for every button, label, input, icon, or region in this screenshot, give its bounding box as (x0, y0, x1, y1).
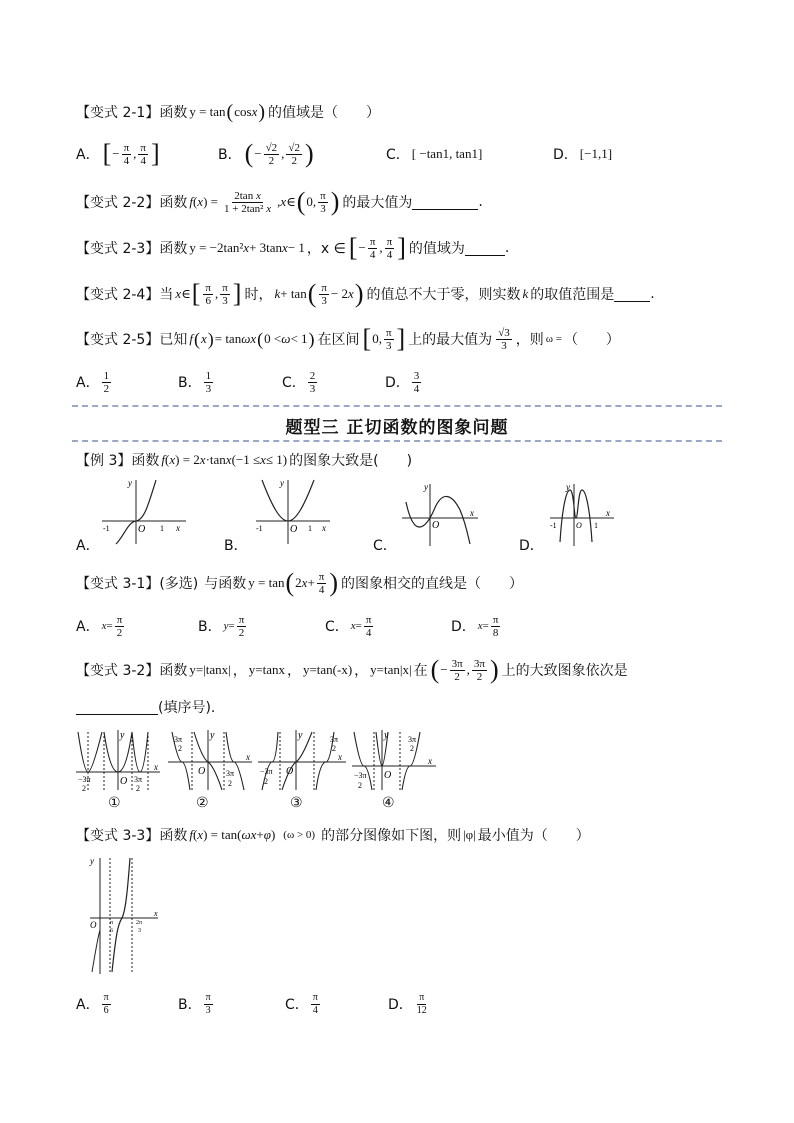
answer-blank[interactable] (465, 241, 505, 256)
svg-text:3π: 3π (174, 735, 183, 744)
graph-1 (76, 728, 162, 792)
svg-text:−3π: −3π (260, 767, 273, 776)
graph-2 (168, 728, 254, 792)
svg-text:O: O (120, 776, 128, 787)
graph-d-label[interactable]: D． (519, 538, 544, 554)
option-b[interactable]: B． y = $\frac{\pi}{2}$ (198, 613, 245, 639)
answer-blank[interactable] (412, 195, 478, 210)
svg-text:y: y (120, 730, 125, 741)
svg-text:1: 1 (308, 524, 312, 533)
svg-text:O: O (432, 520, 440, 531)
option-d[interactable]: D． x = $\frac{\pi}{8}$ (451, 613, 499, 639)
question-3-2: 【变式 3-2】 函数 y=|tanx| ， y=tanx ， y=tan(-x) ， y=tan|x| 在 ( − $\frac{3\pi}{2}$ , $\frac{3\pi}{2}$ ) 上的大致图象依次是 (76, 655, 628, 684)
svg-text:y: y (210, 730, 215, 741)
question-2-1: 【变式 2-1】 函数 y = tan ( cos x ) 的值域是（ ） (76, 101, 381, 123)
svg-text:y: y (424, 482, 428, 492)
math-expression: y = tan ( cos x ) (189, 101, 266, 123)
question-3-2-blank-line: (填序号). (76, 696, 215, 718)
svg-text:2: 2 (264, 777, 268, 786)
svg-text:y: y (298, 730, 303, 741)
question-tag: 【变式 3-3】 (76, 828, 160, 844)
svg-text:x: x (470, 508, 474, 518)
svg-text:−3π: −3π (354, 771, 367, 780)
svg-text:-1: -1 (256, 524, 263, 533)
divider (72, 405, 722, 407)
question-2-5: 【变式 2-5】 已知 f ( x ) = tan ωx ( 0 < ω < 1 ) 在区间 [ 0, $\frac{\pi}{3}$ ] 上的最大值为 $\frac{√3}{3}$ ，则 ω = （ ） (76, 324, 620, 353)
option-a[interactable]: A． [ − $\frac{\pi}{4}$ , $\frac{\pi}{4}$ ] (76, 139, 160, 168)
question-tag: 【变式 3-2】 (76, 663, 160, 679)
question-3-1: 【变式 3-1】 (多选) 与函数 y = tan ( 2 x + $\frac{\pi}{4}$ ) 的图象相交的直线是（ ） (76, 568, 524, 597)
svg-text:2: 2 (410, 744, 414, 753)
svg-text:O: O (138, 524, 146, 535)
option-b[interactable]: B． ( − $\frac{√2}{2}$ , $\frac{√2}{2}$ ) (218, 139, 314, 168)
svg-text:-1: -1 (550, 521, 557, 530)
svg-text:O: O (286, 766, 294, 777)
graph-b (252, 476, 332, 546)
question-3-3: 【变式 3-3】 函数 f ( x ) = tan( ωx + φ ) (ω > 0) 的部分图像如下图，则 |φ| 最小值为（ ） (76, 827, 590, 844)
graph-d (548, 480, 616, 548)
svg-text:-1: -1 (103, 524, 110, 533)
svg-text:x: x (428, 756, 432, 766)
graph-tan-partial (86, 854, 166, 976)
svg-text:y: y (280, 478, 284, 488)
svg-text:y: y (384, 730, 389, 741)
graph-b-label[interactable]: B． (224, 538, 248, 554)
svg-text:2: 2 (178, 744, 182, 753)
svg-text:π: π (110, 920, 114, 926)
question-tag: 【变式 2-4】 (76, 287, 160, 303)
svg-text:2: 2 (82, 784, 86, 792)
question-2-4: 【变式 2-4】 当 x ∈ [ $\frac{\pi}{6}$ , $\frac{\pi}{3}$ ] 时， k + tan ( $\frac{\pi}{3}$ − 2 x ) 的值总不大于零，则实数 k 的取值范围是 . (76, 279, 655, 308)
option-b-value: ( − $\frac{√2}{2}$ , $\frac{√2}{2}$ ) (244, 139, 314, 168)
graph-4-label[interactable]: ④ (382, 795, 395, 811)
option-d[interactable]: D． [−1,1] (553, 146, 613, 163)
svg-text:y: y (566, 482, 570, 492)
svg-text:O: O (384, 770, 392, 781)
answer-blank[interactable] (76, 700, 158, 715)
option-b[interactable]: B． $\frac{\pi}{3}$ (178, 991, 211, 1016)
svg-text:x: x (322, 523, 326, 533)
option-c[interactable]: C． [ −tan1, tan1] (386, 146, 483, 163)
question-tag: 【变式 2-1】 (76, 105, 160, 121)
svg-text:y: y (128, 478, 132, 488)
option-d[interactable]: D． $\frac{\pi}{12}$ (388, 991, 427, 1016)
section-title: 题型三 正切函数的图象问题 (285, 418, 509, 438)
graph-2-label[interactable]: ② (196, 795, 209, 811)
svg-text:x: x (176, 523, 180, 533)
svg-text:O: O (290, 524, 298, 535)
option-c[interactable]: C． x = $\frac{\pi}{4}$ (325, 613, 372, 639)
graph-1-label[interactable]: ① (108, 795, 121, 811)
option-a-value: [ − $\frac{\pi}{4}$ , $\frac{\pi}{4}$ ] (102, 139, 160, 168)
option-a[interactable]: A． $\frac{1}{2}$ (76, 369, 110, 395)
answer-blank[interactable] (614, 287, 650, 302)
svg-text:O: O (90, 920, 97, 930)
svg-text:2: 2 (136, 784, 140, 792)
svg-text:3π: 3π (408, 735, 417, 744)
svg-text:2: 2 (228, 779, 232, 788)
svg-text:3π: 3π (330, 735, 339, 744)
svg-text:O: O (576, 521, 582, 530)
svg-text:x: x (154, 762, 158, 772)
graph-a (98, 476, 190, 546)
graph-3-label[interactable]: ③ (290, 795, 303, 811)
svg-text:y: y (90, 856, 94, 866)
question-tag: 【例 3】 (76, 453, 132, 469)
svg-text:x: x (606, 508, 610, 518)
svg-text:O: O (198, 766, 206, 777)
divider (72, 440, 722, 442)
graph-c (400, 480, 480, 548)
svg-text:x: x (154, 909, 158, 918)
svg-text:2π: 2π (136, 920, 143, 926)
option-b[interactable]: B． $\frac{1}{3}$ (178, 369, 212, 395)
option-a[interactable]: A． $\frac{\pi}{6}$ (76, 991, 109, 1016)
svg-text:2: 2 (358, 781, 362, 790)
svg-text:3π: 3π (226, 769, 235, 778)
graph-c-label[interactable]: C． (373, 538, 397, 554)
option-d[interactable]: D． $\frac{3}{4}$ (385, 369, 420, 395)
option-d-value: [−1,1] (579, 146, 613, 161)
question-tag: 【变式 2-3】 (76, 241, 160, 257)
option-c[interactable]: C． $\frac{\pi}{4}$ (285, 991, 318, 1016)
option-a[interactable]: A． x = $\frac{\pi}{2}$ (76, 613, 123, 639)
svg-text:1: 1 (160, 524, 164, 533)
graph-a-label[interactable]: A． (76, 538, 100, 554)
svg-text:x: x (246, 752, 250, 762)
svg-text:3π: 3π (134, 775, 143, 784)
question-2-2: 【变式 2-2】 函数 f ( x ) = $\frac{\text{2tan x}}{\text{1 + 2tan² x}}$ , x ∈ ( 0, $\frac{\pi}{3}$ ) 的最大值为 . (76, 187, 483, 216)
graph-3 (258, 728, 348, 792)
svg-text:2: 2 (332, 744, 336, 753)
option-c-value: [ −tan1, tan1] (411, 146, 483, 161)
option-c[interactable]: C． $\frac{2}{3}$ (282, 369, 316, 395)
question-tag: 【变式 2-5】 (76, 332, 160, 348)
svg-text:3: 3 (138, 928, 141, 934)
question-tag: 【变式 3-1】 (76, 576, 160, 592)
question-tag: 【变式 2-2】 (76, 195, 160, 211)
svg-text:6: 6 (110, 928, 113, 934)
question-2-3: 【变式 2-3】 函数 y = −2tan² x + 3tan x − 1 ，x ∈ [ − $\frac{\pi}{4}$ , $\frac{\pi}{4}$ ] 的值域为 . (76, 233, 510, 262)
svg-text:−3π: −3π (78, 775, 91, 784)
fraction: $\frac{\text{2tan x}}{\text{1 + 2tan² x}}$ (224, 189, 272, 215)
svg-text:1: 1 (594, 521, 598, 530)
example-3: 【例 3】 函数 f ( x ) = 2 x ·tan x (−1 ≤ x ≤ 1) 的图象大致是( ) (76, 452, 413, 469)
graph-4 (352, 728, 438, 792)
svg-text:x: x (338, 752, 342, 762)
